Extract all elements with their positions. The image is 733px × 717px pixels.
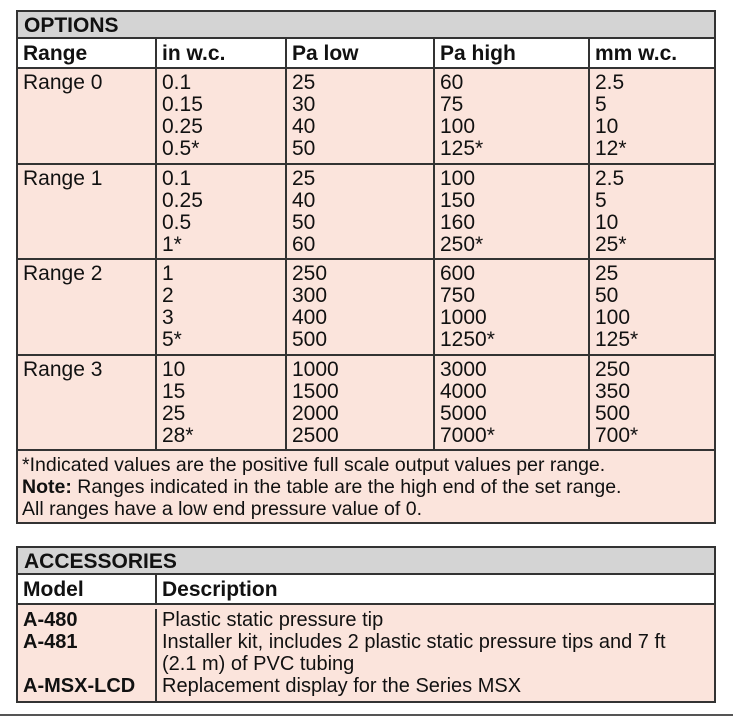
- pa-high-cell: [433, 69, 588, 163]
- value: 500: [292, 328, 328, 351]
- value: 10: [595, 210, 619, 234]
- value: 400: [292, 306, 328, 329]
- pa-low-cell: [285, 356, 433, 450]
- value: 1250*: [440, 328, 495, 351]
- value: 75: [440, 93, 464, 116]
- range-row: [18, 356, 714, 452]
- value: 60: [292, 232, 316, 256]
- value: 125*: [595, 328, 639, 351]
- value: 0.25: [162, 188, 203, 212]
- pa-high-cell: [433, 356, 588, 450]
- value: 500: [595, 401, 631, 425]
- header-pa-high: Pa high: [433, 39, 588, 67]
- value: 1000: [440, 306, 487, 329]
- model-description: Plastic static pressure tip: [162, 609, 384, 631]
- value: 1000: [292, 357, 339, 381]
- value: 10: [595, 115, 619, 138]
- value: 2000: [292, 401, 339, 425]
- options-notes: [18, 451, 714, 520]
- value: 7000*: [440, 423, 495, 447]
- in-wc-cell: [155, 69, 285, 163]
- value: 250*: [440, 232, 484, 256]
- options-title: OPTIONS: [18, 12, 714, 39]
- value: 28*: [162, 423, 194, 447]
- value: 40: [292, 115, 316, 138]
- value: 2.5: [595, 71, 625, 94]
- accessories-header-row: [18, 575, 714, 605]
- options-rows: [18, 69, 714, 451]
- value: 3: [162, 306, 174, 329]
- model-description: Replacement display for the Series MSX: [162, 675, 522, 697]
- value: 25: [292, 71, 316, 94]
- range-cell: Range 3: [23, 357, 103, 381]
- value: 0.1: [162, 166, 192, 190]
- value: 2.5: [595, 166, 625, 190]
- mm-wc-cell: [588, 356, 714, 450]
- mm-wc-cell: [588, 165, 714, 259]
- model-column: [18, 609, 155, 701]
- value: 0.5*: [162, 137, 200, 160]
- range-row: [18, 69, 714, 165]
- value: 700*: [595, 423, 639, 447]
- value: 1500: [292, 379, 339, 403]
- value: 0.25: [162, 115, 203, 138]
- header-description: Description: [155, 575, 714, 603]
- value: 0.1: [162, 71, 192, 94]
- value: 0.5: [162, 210, 192, 234]
- accessories-body: [18, 605, 714, 701]
- range-row: [18, 165, 714, 261]
- model-code: [23, 653, 155, 675]
- value: 100: [440, 115, 476, 138]
- value: 5: [595, 93, 607, 116]
- value: 125*: [440, 137, 484, 160]
- value: 5*: [162, 328, 182, 351]
- mm-wc-cell: [588, 260, 714, 354]
- value: 1: [162, 262, 174, 285]
- value: 50: [292, 210, 316, 234]
- value: 150: [440, 188, 476, 212]
- header-mm-wc: mm w.c.: [588, 39, 714, 67]
- note-label: Note:: [22, 476, 72, 498]
- value: 2: [162, 284, 174, 307]
- in-wc-cell: [155, 165, 285, 259]
- options-header-row: [18, 39, 714, 69]
- model-code: A-481: [23, 631, 78, 653]
- value: 160: [440, 210, 476, 234]
- value: 350: [595, 379, 631, 403]
- value: 25: [162, 401, 186, 425]
- model-description: (2.1 m) of PVC tubing: [162, 653, 355, 675]
- mm-wc-cell: [588, 69, 714, 163]
- value: 5000: [440, 401, 487, 425]
- range-cell: Range 2: [23, 262, 103, 285]
- value: 25: [595, 262, 619, 285]
- header-in-wc: in w.c.: [155, 39, 285, 67]
- note-line-3: All ranges have a low end pressure value of 0.: [22, 498, 422, 520]
- range-cell: Range 0: [23, 71, 103, 94]
- pa-low-cell: [285, 260, 433, 354]
- header-range: Range: [23, 42, 88, 65]
- value: 12*: [595, 137, 627, 160]
- note-line-2: [22, 476, 714, 498]
- model-code: A-480: [23, 609, 78, 631]
- pa-high-cell: [433, 165, 588, 259]
- value: 300: [292, 284, 328, 307]
- value: 40: [292, 188, 316, 212]
- value: 15: [162, 379, 186, 403]
- value: 4000: [440, 379, 487, 403]
- note-line-2-text: Ranges indicated in the table are the high end of the set range.: [71, 476, 622, 498]
- header-pa-low: Pa low: [285, 39, 433, 67]
- model-code: A-MSX-LCD: [23, 675, 136, 697]
- accessories-table: [16, 546, 716, 703]
- value: 50: [595, 284, 619, 307]
- accessories-title: ACCESSORIES: [18, 548, 714, 575]
- value: 2500: [292, 423, 339, 447]
- value: 250: [595, 357, 631, 381]
- range-cell: Range 1: [23, 166, 103, 190]
- model-description: Installer kit, includes 2 plastic static pressure tips and 7 ft: [162, 631, 666, 653]
- value: 750: [440, 284, 476, 307]
- in-wc-cell: [155, 356, 285, 450]
- options-table: [16, 10, 716, 524]
- bottom-divider: [0, 714, 733, 716]
- value: 60: [440, 71, 464, 94]
- value: 100: [440, 166, 476, 190]
- in-wc-cell: [155, 260, 285, 354]
- value: 50: [292, 137, 316, 160]
- value: 10: [162, 357, 186, 381]
- value: 0.15: [162, 93, 203, 116]
- value: 30: [292, 93, 316, 116]
- value: 250: [292, 262, 328, 285]
- value: 25: [292, 166, 316, 190]
- value: 1*: [162, 232, 182, 256]
- value: 600: [440, 262, 476, 285]
- description-column: [155, 609, 714, 701]
- value: 25*: [595, 232, 627, 256]
- pa-high-cell: [433, 260, 588, 354]
- value: 5: [595, 188, 607, 212]
- pa-low-cell: [285, 69, 433, 163]
- header-model: Model: [23, 578, 84, 601]
- value: 100: [595, 306, 631, 329]
- note-line-1: *Indicated values are the positive full scale output values per range.: [22, 454, 606, 476]
- pa-low-cell: [285, 165, 433, 259]
- value: 3000: [440, 357, 487, 381]
- range-row: [18, 260, 714, 356]
